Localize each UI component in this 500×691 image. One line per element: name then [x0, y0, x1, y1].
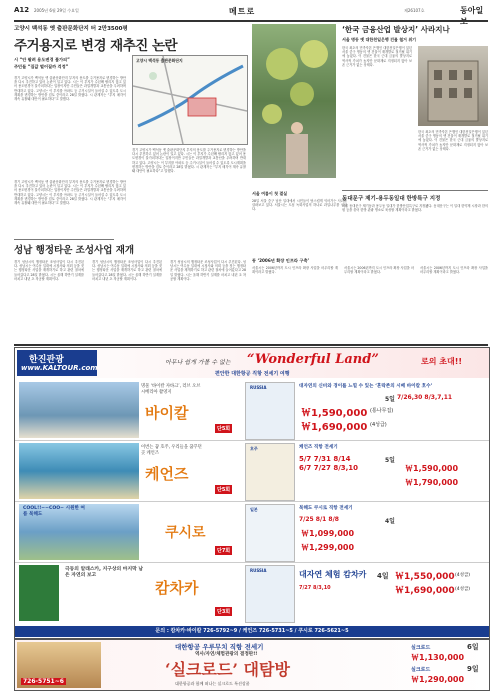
page-date: 2005년 6월 29일 수요일: [34, 8, 79, 13]
ad-contact-bar: 문의 : 캄차카·바이칼 726-5792~9 / 케언즈 726-5731~5 / 쿠시로 726-5621~5: [15, 626, 489, 637]
story-body-col3: 경기 성남시의 행정타운 조성사업이 다시 추진된다. 성남시는 여수동 일대에 시청사와 의회 등을 짓는 행정타운 사업을 재개하기로 하고 관련 절차에 들어갔다고 28일 밝혔다. 시는 올해 하반기 설계를 마치고 내년 초 착공할 계획이다.: [170, 260, 246, 281]
ad-dates: 7/26,30 8/3,7,11: [397, 394, 453, 401]
story-headline: 성남 행정타운 조성사업 재개: [14, 245, 135, 256]
ad-hanjin: [14, 347, 490, 639]
newspaper-logo: 동아일: [460, 5, 484, 15]
story-bank: [342, 24, 488, 184]
ad-price-note: (4성급): [455, 587, 471, 592]
ad-brand: 대한항공 우루무치 직항 전세기: [175, 643, 264, 651]
header-rule: [14, 20, 488, 22]
story-goyang: [14, 24, 246, 234]
photo-caption-title: 서울 여름이 첫 결실: [252, 191, 288, 196]
ad-price: ￦1,790,000: [405, 478, 459, 487]
photo-caption-text: 28일 서울 중구 남산 일대에서 시민들이 탐스럽게 익어가는 사과를 살펴보고 있다. 서울시는 도심 녹화사업의 하나로 과일나무를 심었다.: [252, 199, 347, 212]
ad-desc: 명물 ‘바이칼 자바크’, 러브 오브 시베리아 촬영지: [141, 384, 201, 395]
story-body-col2: 경기 성남시의 행정타운 조성사업이 다시 추진된다. 성남시는 여수동 일대에 시청사와 의회 등을 짓는 행정타운 사업을 재개하기로 하고 관련 절차에 들어갔다고 28일 밝혔다. 시는 올해 하반기 설계를 마치고 내년 초 착공할 계획이다.: [92, 260, 162, 281]
ad-item-days: 9일: [467, 665, 479, 673]
ad-map: [245, 443, 295, 501]
story-body: 경기 성남시의 행정타운 조성사업이 다시 추진된다. 성남시는 여수동 일대에 시청사와 의회 등을 짓는 행정타운 사업을 재개하기로 하고 관련 절차에 들어갔다고 28일 밝혔다. 시는 올해 하반기 설계를 마치고 내년 초 착공할 계획이다.: [14, 260, 84, 281]
ad-price: ￦1,690,000: [301, 422, 368, 433]
story-subhead: 서울 명동 옛 대한천일은행 건물 철거 위기: [342, 37, 417, 42]
ad-slogan-pre: 아무나 쉽게 가볼 수 없는: [165, 359, 231, 366]
ad-dates: 7/25 8/1 8/8: [299, 516, 339, 523]
ad-days: 5일: [385, 457, 395, 464]
ad-map: [245, 565, 295, 623]
ad-note: 대한항공과 함께 떠나는 실크로드 특선상품: [175, 681, 250, 686]
story-body-col3: 경기 고양시가 백석동 옛 출판문화단지 부지의 용도를 주거용지로 변경하는 방안을 다시 추진하고 있어 논란이 일고 있다. 시는 이 부지가 수년째 팔리지 않고 있어 용도변경이 불가피하다는 입장이지만 주민들은 과밀개발과 교통난을 우려하며 반대하고 있다. 고양시는 이 부지를 아파트 등 주거시설이 들어설 수 있도록 도시계획을 변경하는 방안을 검토 중이라고 28일 밝혔다. 시 관계자는 “부지 매각이 계속 유찰돼 대안이 필요하다”고 말했다.: [14, 180, 126, 206]
map-caption: 고양시 백석동 출판문화단지: [136, 58, 183, 63]
story-headline: ‘한국 금융산업 발상지’ 사라지나: [342, 25, 450, 34]
building-graphic: [418, 46, 488, 126]
ad-days: 5일: [385, 396, 395, 403]
ad-price: ￦1,590,000: [301, 408, 368, 419]
story-map: [132, 55, 248, 145]
ad-map: [245, 504, 295, 562]
ad-photo: [19, 382, 139, 438]
news-photo: [252, 24, 336, 178]
section-title: 메트로: [229, 7, 256, 16]
ad-photo: [19, 565, 59, 621]
ad-item-days: 6일: [467, 643, 479, 651]
ad-tag: 단5회: [217, 426, 231, 432]
ad-days: 4일: [385, 518, 395, 525]
ad-tag: 단3회: [217, 609, 231, 615]
ad-price-note: (통나무집): [370, 408, 394, 414]
ad-website: www.KALTOUR.com: [21, 364, 98, 372]
ad-item-name: 실크로드: [411, 645, 431, 651]
ad-price: ￦1,690,000: [395, 586, 455, 596]
ad-desc: 극동의 알래스카, 지구상의 마지막 남은 자연의 보고: [65, 567, 144, 578]
story-subhead: 주민들 “집값 떨어질까 걱정”: [14, 64, 69, 69]
story-body-col2: 경기 고양시가 백석동 옛 출판문화단지 부지의 용도를 주거용지로 변경하는 방안을 다시 추진하고 있어 논란이 일고 있다. 시는 이 부지가 수년째 팔리지 않고 있어 용도변경이 불가피하다는 입장이지만 주민들은 과밀개발과 교통난을 우려하며 반대하고 있다. 고양시는 이 부지를 아파트 등 주거시설이 들어설 수 있도록 도시계획을 변경하는 방안을 검토 중이라고 28일 밝혔다. 시 관계자는 “부지 매각이 계속 유찰돼 대안이 필요하다”고 말했다.: [132, 148, 246, 174]
page-number: A12: [14, 6, 30, 14]
ad-dates: 5/7 7/31 8/14 6/7 7/27 8/3,10: [299, 455, 359, 472]
page-header: [14, 5, 488, 19]
story-body-col2: 한국 최초의 민족자본 은행인 대한천일은행이 있던 서울 중구 명동의 옛 건물이 재개발로 철거될 위기에 놓였다. 이 건물은 한국 근대 금융의 발상지로 역사적 가치가 높지만 문화재로 지정되지 않아 보존 근거가 없는 상태다.: [418, 130, 488, 151]
ad-days: 4일: [377, 572, 389, 580]
ad-region: RUSSIA: [250, 385, 267, 390]
story-body: 서울시는 2006년까지 도시 인프라 확장 사업을 마무리할 계획이라고 밝혔다.: [252, 266, 338, 275]
ad-product-name: 바이칼: [145, 404, 189, 422]
ad-price: ￦1,550,000: [395, 572, 455, 582]
photo-caption: [252, 180, 347, 220]
story-subhead: 시 “안 팔려 용도변경 불가피”: [14, 57, 70, 62]
story-headline: 동 ‘2006년 확장 인프라 구축’: [252, 258, 310, 263]
ad-map: [245, 382, 295, 440]
story-body: 경기 고양시가 백석동 옛 출판문화단지 부지의 용도를 주거용지로 변경하는 방안을 다시 추진하고 있어 논란이 일고 있다. 시는 이 부지가 수년째 팔리지 않고 있어 용도변경이 불가피하다는 입장이지만 주민들은 과밀개발과 교통난을 우려하며 반대하고 있다. 고양시는 이 부지를 아파트 등 주거시설이 들어설 수 있도록 도시계획을 변경하는 방안을 검토 중이라고 28일 밝혔다. 시 관계자는 “부지 매각이 계속 유찰돼 대안이 필요하다”고 말했다.: [14, 76, 126, 102]
ad-price-note: (4성급): [370, 422, 387, 428]
ad-subtitle: 역사/자연/체험관광의 결정판!!: [195, 652, 258, 657]
ad-brand: 한진관광: [29, 355, 64, 365]
ad-price: ￦1,299,000: [301, 543, 355, 552]
ad-price-note: (4성급): [455, 573, 471, 578]
story-headline: 동대문구 제기-용두동일대 한방특구 지정: [342, 196, 441, 202]
ad-phone: 726-5751~6: [23, 678, 64, 685]
story-event: [252, 226, 488, 340]
story-headline: 주거용지로 변경 재추진 논란: [14, 38, 178, 54]
ad-desc: 이번는 꿈 호주, 우리들을 꿈꾸던 곳 케언즈: [141, 445, 202, 456]
ad-headline: 북해도 쿠시로 직항 전세기: [299, 506, 353, 511]
ad-row-baikal: [15, 380, 489, 441]
story-body: 한국 최초의 민족자본 은행인 대한천일은행이 있던 서울 중구 명동의 옛 건물이 재개발로 철거될 위기에 놓였다. 이 건물은 한국 근대 금융의 발상지로 역사적 가치가 높지만 문화재로 지정되지 않아 보존 근거가 없는 상태다.: [342, 46, 412, 67]
ad-slogan-main: “Wonderful Land”: [247, 352, 379, 367]
ad-region: 호주: [250, 446, 258, 451]
story-kicker: 고양시 백석동 옛 출판문화단지 터 2만3500평: [14, 26, 128, 32]
ad-headline: 케언즈 직항 전세기: [299, 445, 338, 450]
ad-banner: [15, 348, 489, 378]
ad-product-name: 케언즈: [145, 465, 189, 483]
ad-item-name: 실크로드: [411, 667, 431, 673]
ad-region: RUSSIA: [250, 568, 267, 573]
ad-slogan-post: 로의 초대!!: [421, 357, 462, 366]
building-photo: [418, 46, 488, 126]
map-graphic: [133, 56, 247, 144]
ad-item-price: ￦1,130,000: [411, 653, 465, 662]
ad-row-kamchatka: [15, 563, 489, 623]
divider: [14, 239, 114, 240]
ad-price: ￦1,099,000: [301, 529, 355, 538]
ad-dates: 7/27 8/3,10: [299, 585, 331, 591]
issue-number: 제26107호: [404, 8, 425, 13]
ad-product-name: 캄차카: [155, 579, 199, 597]
story-seongnam: [14, 242, 246, 342]
ad-logo-box: [17, 350, 97, 376]
ad-tag: 단7회: [217, 548, 231, 554]
ad-separator: [14, 344, 488, 346]
ad-title: ‘실크로드’ 대탐방: [165, 660, 290, 679]
divider: [342, 190, 488, 191]
ad-items: [15, 380, 489, 626]
ad-silkroad: [14, 639, 490, 691]
ad-row-cairns: [15, 441, 489, 502]
ad-desc: COOL!!~~COO~ 시원한 여름 북해도: [23, 506, 85, 517]
ad-tag: 단5회: [217, 487, 231, 493]
ad-product-name: 쿠시로: [165, 525, 206, 541]
ad-row-kushiro: [15, 502, 489, 563]
story-body: 서울 동대문구 제기동과 용두동 일대가 한방산업특구로 지정됐다. 동대문구는 이 일대 한약재 시장과 한의원 등을 묶어 한방 관광 명소로 육성할 계획이라고 밝혔다.: [342, 204, 488, 213]
story-body-col2: 서울시는 2006년까지 도시 인프라 확장 사업을 마무리할 계획이라고 밝혔다.: [344, 266, 414, 275]
ad-region: 일본: [250, 507, 258, 512]
ad-item-price: ￦1,290,000: [411, 675, 465, 684]
ad-photo: [19, 443, 139, 499]
apple-tree-photo: [252, 24, 336, 178]
story-body-col3: 서울시는 2006년까지 도시 인프라 확장 사업을 마무리할 계획이라고 밝혔다.: [420, 266, 488, 275]
ad-subtitle: 편안한 대한항공 직항 전세기 여행: [215, 371, 290, 377]
ad-price: ￦1,590,000: [405, 464, 459, 473]
ad-headline: 대자연의 신비와 경이를 느낄 수 있는 ‘혼락존의 시베 바이칼 호수’: [299, 384, 433, 389]
ad-headline: 대자연 체험 캄차카: [299, 570, 367, 579]
